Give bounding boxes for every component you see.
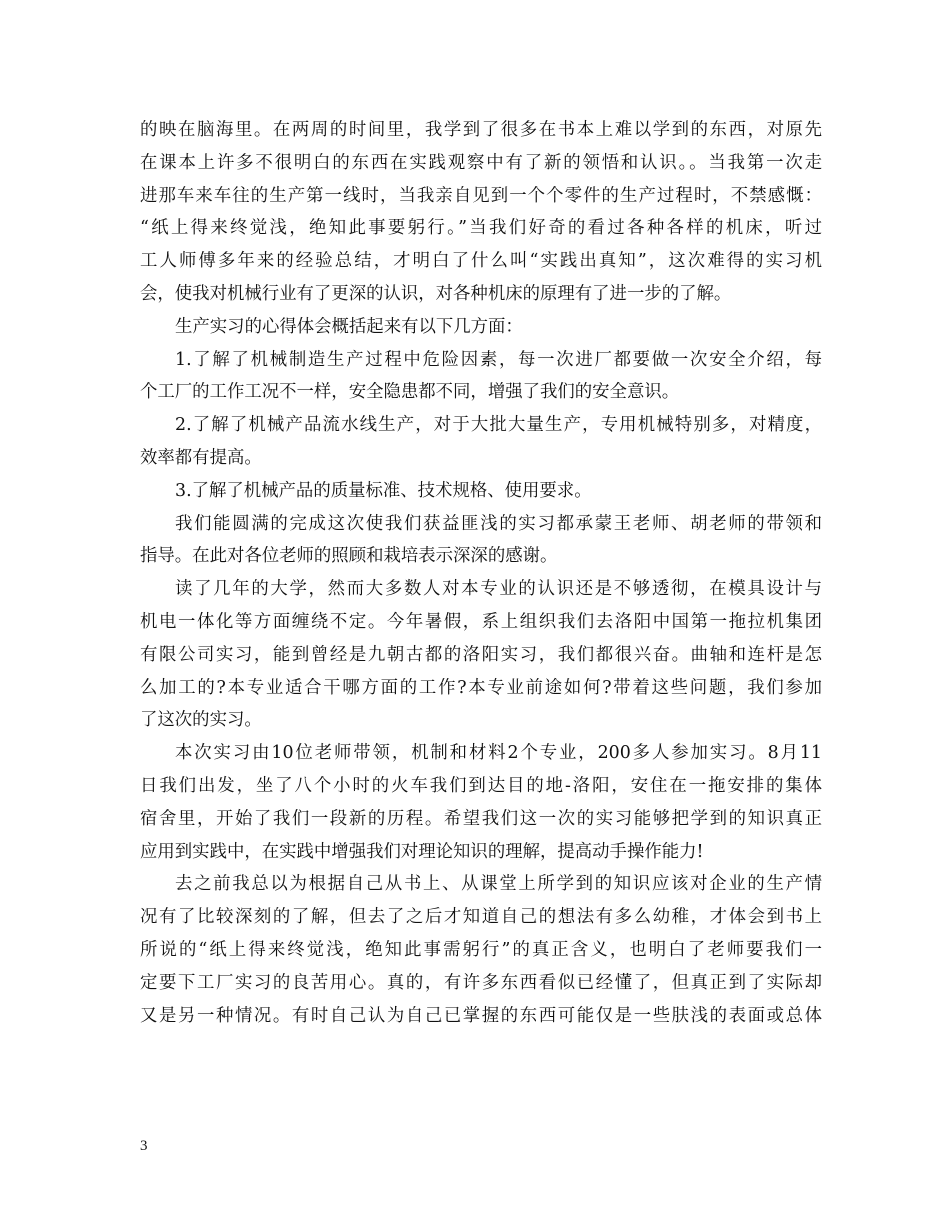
text-line: 进那车来车往的生产第一线时，当我亲自见到一个个零件的生产过程时，不禁感慨： (140, 185, 822, 206)
text-line: 了这次的实习。 (140, 710, 262, 731)
text-line: 机电一体化等方面缠绕不定。今年暑假，系上组织我们去洛阳中国第一拖拉机集团 (140, 611, 822, 632)
text-line: 3.了解了机械产品的质量标准、技术规格、使用要求。 (175, 480, 592, 501)
text-line: 宿舍里，开始了我们一段新的历程。希望我们这一次的实习能够把学到的知识真正 (140, 808, 822, 829)
text-line: 定要下工厂实习的良苦用心。真的，有许多东西看似已经懂了，但真正到了实际却 (140, 972, 822, 993)
text-line: 日我们出发，坐了八个小时的火车我们到达目的地-洛阳，安住在一拖安排的集体 (140, 775, 822, 796)
text-line: 2.了解了机械产品流水线生产，对于大批大量生产，专用机械特别多，对精度， (175, 415, 822, 436)
text-line: 指导。在此对各位老师的照顾和栽培表示深深的感谢。 (140, 546, 558, 567)
text-line: 读了几年的大学，然而大多数人对本专业的认识还是不够透彻，在模具设计与 (175, 579, 822, 600)
text-line: 的映在脑海里。在两周的时间里，我学到了很多在书本上难以学到的东西，对原先 (140, 120, 822, 140)
text-line: 生产实习的心得体会概括起来有以下几方面： (175, 316, 523, 337)
body-text (140, 114, 822, 1032)
text-line: 去之前我总以为根据自己从书上、从课堂上所学到的知识应该对企业的生产情 (175, 874, 822, 895)
text-line: 在课本上许多不很明白的东西在实践观察中有了新的领悟和认识。。当我第一次走 (140, 152, 822, 173)
page-number: 3 (140, 1138, 148, 1154)
text-line: 况有了比较深刻的了解，但去了之后才知道自己的想法有多么幼稚，才体会到书上 (140, 907, 822, 928)
text-line: 1.了解了机械制造生产过程中危险因素，每一次进厂都要做一次安全介绍，每 (175, 349, 822, 370)
text-line: 所说的“纸上得来终觉浅，绝知此事需躬行”的真正含义，也明白了老师要我们一 (140, 939, 822, 960)
text-line: 工人师傅多年来的经验总结，才明白了什么叫“实践出真知”，这次难得的实习机 (140, 251, 822, 272)
text-line: 么加工的?本专业适合干哪方面的工作?本专业前途如何?带着这些问题，我们参加 (140, 677, 822, 698)
text-line: 会，使我对机械行业有了更深的认识，对各种机床的原理有了进一步的了解。 (140, 283, 732, 304)
text-line: “纸上得来终觉浅，绝知此事要躬行。”当我们好奇的看过各种各样的机床，听过 (140, 218, 822, 239)
text-line: 效率都有提高。 (140, 447, 262, 468)
text-line: 应用到实践中，在实践中增强我们对理论知识的理解，提高动手操作能力! (140, 841, 704, 862)
text-line: 有限公司实习，能到曾经是九朝古都的洛阳实习，我们都很兴奋。曲轴和连杆是怎 (140, 644, 822, 665)
text-line: 又是另一种情况。有时自己认为自己已掌握的东西可能仅是一些肤浅的表面或总体 (140, 1005, 822, 1026)
text-line: 个工厂的工作工况不一样，安全隐患都不同，增强了我们的安全意识。 (140, 382, 680, 403)
text-line: 我们能圆满的完成这次使我们获益匪浅的实习都承蒙王老师、胡老师的带领和 (175, 513, 822, 534)
text-line: 本次实习由10位老师带领，机制和材料2个专业，200多人参加实习。8月11 (175, 743, 822, 764)
